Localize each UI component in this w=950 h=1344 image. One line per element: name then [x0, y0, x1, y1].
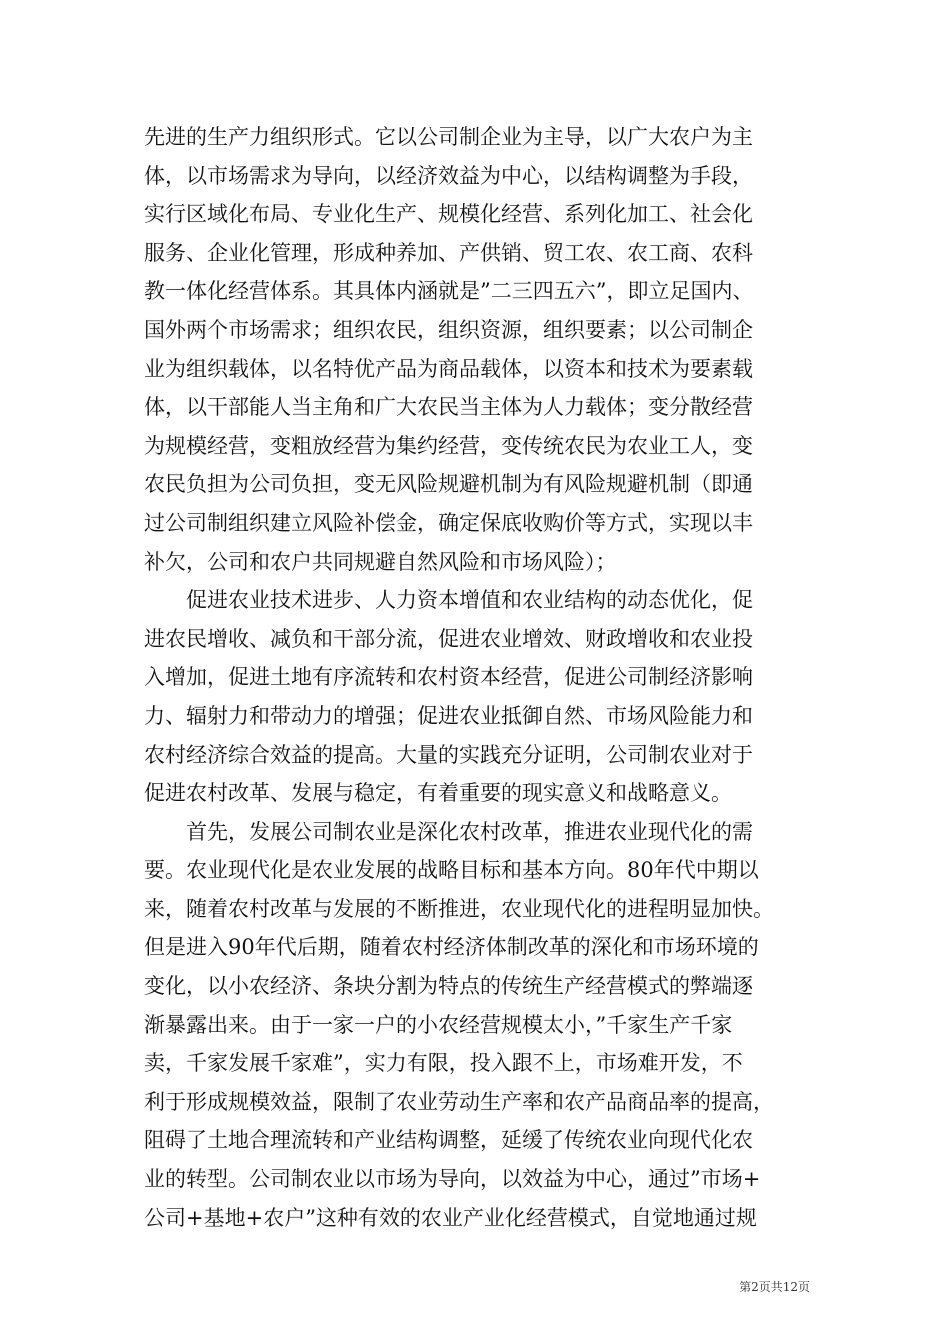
text-line: 利于形成规模效益，限制了农业劳动生产率和农产品商品率的提高，	[144, 1089, 774, 1114]
text-line: 为规模经营，变粗放经营为集约经营，变传统农民为农业工人，变	[144, 433, 753, 458]
text-line: 先进的生产力组织形式。它以公司制企业为主导，以广大农户为主	[144, 125, 753, 149]
text-line: 要。农业现代化是农业发展的战略目标和基本方向。80年代中期以	[144, 858, 759, 883]
text-line: 力、辐射力和带动力的增强；促进农业抵御自然、市场风险能力和	[144, 703, 753, 728]
text-line: 业的转型。公司制农业以市场为导向，以效益为中心，通过”市场+	[144, 1167, 761, 1192]
page-number-footer: 第2页共12页	[739, 1280, 810, 1294]
text-line: 公司+基地+农户”这种有效的农业产业化经营模式，自觉地通过规	[144, 1205, 757, 1230]
text-line: 但是进入90年代后期，随着农村经济体制改革的深化和市场环境的	[144, 935, 759, 960]
paragraph-start-line: 促进农业技术进步、人力资本增值和农业结构的动态优化，促	[186, 588, 753, 613]
text-line: 农村经济综合效益的提高。大量的实践充分证明，公司制农业对于	[144, 742, 753, 767]
text-line: 阻碍了土地合理流转和产业结构调整，延缓了传统农业向现代化农	[144, 1128, 753, 1153]
text-line: 业为组织载体，以名特优产品为商品载体，以资本和技术为要素载	[144, 356, 753, 381]
text-line: 实行区域化布局、专业化生产、规模化经营、系列化加工、社会化	[144, 202, 753, 227]
text-line: 变化，以小农经济、条块分割为特点的传统生产经营模式的弊端逐	[144, 974, 753, 999]
text-line: 过公司制组织建立风险补偿金，确定保底收购价等方式，实现以丰	[144, 510, 753, 535]
text-line: 入增加，促进土地有序流转和农村资本经营，促进公司制经济影响	[144, 665, 753, 690]
text-line: 补欠，公司和农户共同规避自然风险和市场风险）；	[144, 549, 617, 574]
text-line: 国外两个市场需求；组织农民，组织资源，组织要素；以公司制企	[144, 317, 753, 342]
text-line: 教一体化经营体系。其具体内涵就是”二三四五六”，即立足国内、	[144, 279, 754, 304]
text-line: 进农民增收、减负和干部分流，促进农业增效、财政增收和农业投	[144, 626, 753, 651]
text-line: 渐暴露出来。由于一家一户的小农经营规模太小，”千家生产千家	[144, 1012, 733, 1037]
text-line: 卖，千家发展千家难”，实力有限，投入跟不上，市场难开发，不	[144, 1051, 743, 1076]
text-line: 体，以市场需求为导向，以经济效益为中心，以结构调整为手段，	[144, 163, 753, 188]
body-text	[144, 118, 810, 1237]
text-line: 服务、企业化管理，形成种养加、产供销、贸工农、农工商、农科	[144, 240, 753, 265]
paragraph-start-line: 首先，发展公司制农业是深化农村改革，推进农业现代化的需	[186, 819, 753, 844]
text-line: 来，随着农村改革与发展的不断推进，农业现代化的进程明显加快。	[144, 896, 774, 921]
text-line: 农民负担为公司负担，变无风险规避机制为有风险规避机制（即通	[144, 472, 753, 497]
text-line: 促进农村改革、发展与稳定，有着重要的现实意义和战略意义。	[144, 781, 732, 806]
text-line: 体，以干部能人当主角和广大农民当主体为人力载体；变分散经营	[144, 395, 753, 420]
